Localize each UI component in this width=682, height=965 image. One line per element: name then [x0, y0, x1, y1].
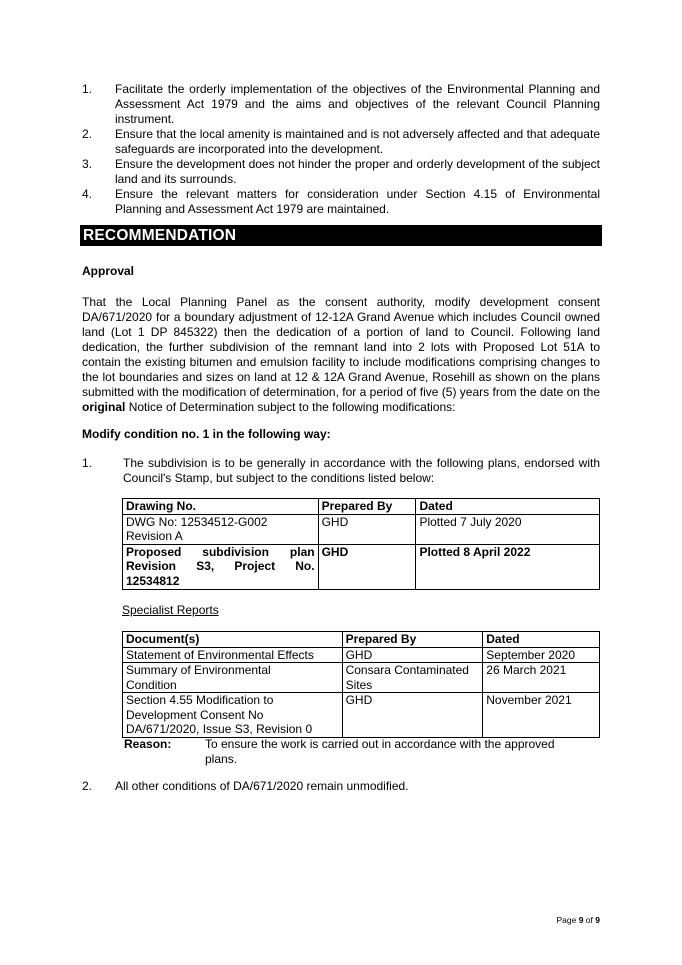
- total-pages: 9: [595, 915, 600, 925]
- specialist-reports-heading: Specialist Reports: [122, 603, 219, 617]
- list-number: 3.: [82, 157, 93, 171]
- list-item: [82, 82, 600, 127]
- list-item: [82, 127, 600, 157]
- approval-heading: Approval: [82, 264, 135, 278]
- list-item: [82, 187, 600, 217]
- table-header-row: [123, 499, 600, 515]
- table-header-cell: Prepared By: [318, 499, 416, 515]
- table-row: [123, 693, 600, 738]
- modify-condition-heading: Modify condition no. 1 in the following way:: [82, 427, 331, 441]
- table-cell: GHD: [342, 693, 483, 738]
- approval-paragraph-tail: Notice of Determination subject to the following modifications:: [128, 400, 456, 414]
- table-cell: GHD: [318, 544, 416, 589]
- condition-text: All other conditions of DA/671/2020 remain unmodified.: [115, 779, 409, 793]
- reason-text: To ensure the work is carried out in accordance with the approved plans.: [205, 737, 555, 766]
- table-row: [123, 544, 600, 589]
- approval-paragraph-bold: original: [82, 400, 126, 414]
- plans-table: [122, 498, 600, 590]
- list-text: Ensure the development does not hinder the proper and orderly development of the subject land and its surrounds.: [115, 157, 600, 186]
- table-cell: Proposed subdivision plan Revision S3, Project No. 12534812: [123, 544, 319, 589]
- page-number-footer: [556, 915, 600, 925]
- table-cell: Statement of Environmental Effects: [123, 647, 343, 663]
- table-header-row: [123, 632, 600, 648]
- table-cell: 26 March 2021: [483, 663, 600, 693]
- list-number: 4.: [82, 187, 93, 201]
- table-header-cell: Document(s): [123, 632, 343, 648]
- objectives-list: [82, 82, 600, 217]
- condition-number: 2.: [82, 779, 93, 793]
- page-label: Page: [556, 915, 577, 925]
- reason-label: Reason:: [124, 737, 172, 751]
- approval-paragraph: [82, 295, 600, 415]
- recommendation-heading-bar: [80, 225, 602, 246]
- table-cell: Summary of Environmental Condition: [123, 663, 343, 693]
- table-cell: GHD: [342, 647, 483, 663]
- list-number: 1.: [82, 82, 93, 96]
- table-cell: November 2021: [483, 693, 600, 738]
- page-of: of: [585, 915, 593, 925]
- table-cell: GHD: [318, 514, 416, 544]
- table-row: [123, 647, 600, 663]
- current-page: 9: [578, 915, 584, 925]
- table-cell: September 2020: [483, 647, 600, 663]
- recommendation-heading: RECOMMENDATION: [83, 227, 237, 244]
- table-row: [123, 663, 600, 693]
- table-cell: Plotted 8 April 2022: [416, 544, 600, 589]
- list-number: 2.: [82, 127, 93, 141]
- approval-paragraph-text: That the Local Planning Panel as the consent authority, modify development consent DA/671/2020 for a boundary adjustment of 12-12A Grand Avenue which includes Council owned land (Lot 1 DP 845322) then the dedication of a portion of land to Council. Following land dedication, the further subdivision of the remnant land into 2 lots with Proposed Lot 51A to contain the existing bitumen and emulsion facility to include modifications comprising changes to the lot boundaries and sizes on land at 12 & 12A Grand Avenue, Rosehill as shown on the plans submitted with the modification of determination, for a period of five (5) years from the date on the: [82, 295, 600, 399]
- condition-number: 1.: [82, 456, 93, 470]
- list-item: [82, 157, 600, 187]
- reports-table: [122, 631, 600, 738]
- table-header-cell: Prepared By: [342, 632, 483, 648]
- table-cell: Section 4.55 Modification to Development Consent No DA/671/2020, Issue S3, Revision 0: [123, 693, 343, 738]
- table-header-cell: Dated: [483, 632, 600, 648]
- condition-text: The subdivision is to be generally in accordance with the following plans, endorsed with Council's Stamp, but subject to the conditions listed below:: [123, 456, 600, 485]
- table-cell: DWG No: 12534512-G002 Revision A: [123, 514, 319, 544]
- table-row: [123, 514, 600, 544]
- list-text: Facilitate the orderly implementation of the objectives of the Environmental Planning and Assessment Act 1979 and the aims and objectives of the relevant Council Planning instrument.: [115, 82, 600, 126]
- table-cell: Plotted 7 July 2020: [416, 514, 600, 544]
- table-header-cell: Drawing No.: [123, 499, 319, 515]
- list-text: Ensure that the local amenity is maintained and is not adversely affected and that adequate safeguards are incorporated into the development.: [115, 127, 600, 156]
- table-cell: Consara Contaminated Sites: [342, 663, 483, 693]
- list-text: Ensure the relevant matters for consideration under Section 4.15 of Environmental Planning and Assessment Act 1979 are maintained.: [115, 187, 600, 216]
- table-header-cell: Dated: [416, 499, 600, 515]
